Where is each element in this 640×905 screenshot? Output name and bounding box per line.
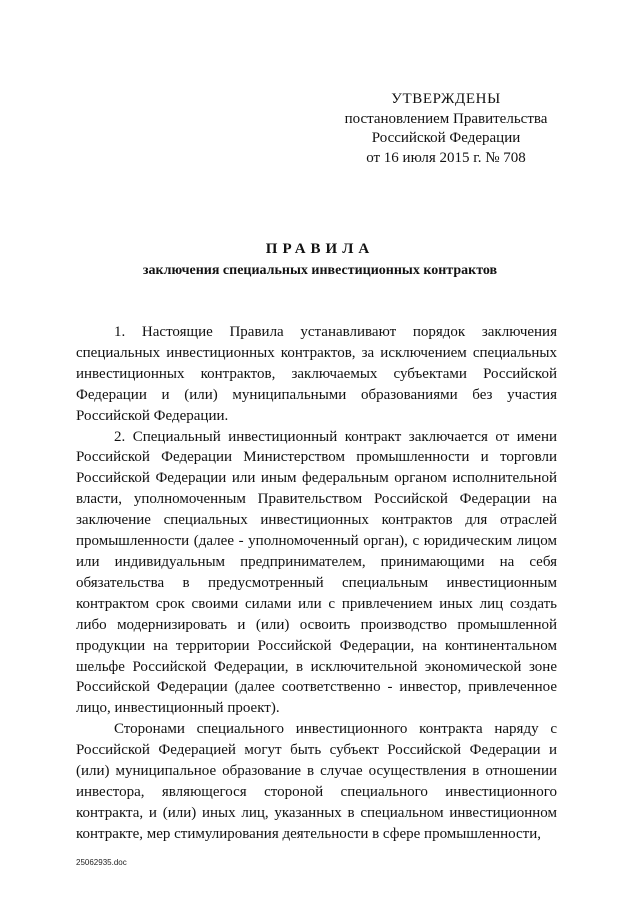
approval-line: Российской Федерации <box>371 130 521 146</box>
paragraph: Сторонами специального инвестиционного контракта наряду с Российской Федерацией могут быть субъект Российской Федерации и (или) муниципальное образование в случае осуществления в отношении инвестора, являющегося стороной специального инвестиционного контракта, и (или) иных лиц, указанных в специальном инвестиционном контракте, мер стимулирования деятельности в сфере промышленности, <box>76 721 557 842</box>
approval-stamp <box>330 90 562 168</box>
approval-date: от 16 июля 2015 г. № 708 <box>366 149 526 166</box>
document-body <box>76 322 557 845</box>
paragraph: 1. Настоящие Правила устанавливают порядок заключения специальных инвестиционных контрактов, за исключением специальных инвестиционных контрактов, заключаемых субъектами Российской Федерации и (или) муниципальными образованиями без участия Российской Федерации. <box>76 324 557 424</box>
document-subtitle: заключения специальных инвестиционных контрактов <box>142 263 498 278</box>
file-name-footer: 25062935.doc <box>76 858 127 867</box>
paragraph: 2. Специальный инвестиционный контракт заключается от имени Российской Федерации Министерством промышленности и торговли Российской Федерации или иным федеральным органом исполнительной власти, уполномоченным Правительством Российской Федерации на заключение специальных инвестиционных контрактов для отраслей промышленности (далее - уполномоченный орган), с юридическим лицом или индивидуальным предпринимателем, принимающими на себя обязательства в предусмотренный специальным инвестиционным контрактом срок своими силами или с привлечением иных лиц создать либо модернизировать и (или) освоить производство промышленной продукции на территории Российской Федерации, на континентальном шельфе Российской Федерации, в исключительной экономической зоне Российской Федерации (далее соответственно - инвестор, привлеченное лицо, инвестиционный проект). <box>76 428 557 717</box>
document-title: ПРАВИЛА <box>265 241 375 257</box>
approval-line: постановлением Правительства <box>344 110 548 127</box>
approval-heading: УТВЕРЖДЕНЫ <box>391 91 501 107</box>
